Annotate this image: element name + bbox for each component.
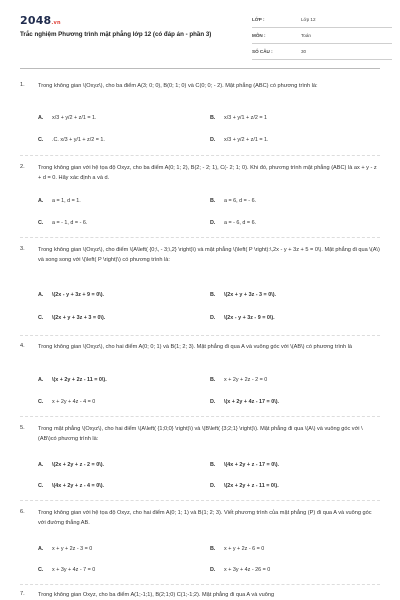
option-text: x + y + 2z - 3 = 0 (52, 546, 93, 552)
logo-text: 2048 (20, 14, 52, 27)
option-text: \(2x + y + 3z + 3 = 0\). (52, 315, 106, 321)
option-a[interactable] (38, 292, 104, 298)
option-text: x + y + 2z - 6 = 0 (224, 546, 265, 552)
info-value: 30 (301, 49, 307, 54)
option-d[interactable] (210, 399, 279, 405)
option-letter: B. (210, 292, 216, 298)
option-letter: D. (210, 399, 216, 405)
option-text: a = - 1, d = - 6. (52, 220, 88, 226)
question-text: Trong không gian với hệ tọa độ Oxyz, cho ba điểm A(0; 1; 2), B(2; - 2; 1), C(- 2; 1; 0). Khi đó, phương trình mặt phẳng (ABC) là ax + y - z + d = 0. Hãy xác định a và d. (38, 165, 377, 181)
question-6 (20, 509, 382, 579)
option-text: \(2x + y + 3z - 3 = 0\). (224, 292, 276, 298)
option-text: \(2x + 2y + z - 11 = 0\). (224, 483, 279, 489)
option-a[interactable] (38, 377, 107, 383)
question-number: 6. (20, 509, 25, 515)
option-b[interactable] (210, 462, 279, 468)
option-letter: C. (38, 567, 44, 573)
option-text: \(4x + 2y + z - 17 = 0\). (224, 462, 279, 468)
option-letter: A. (38, 198, 44, 204)
option-c[interactable] (38, 567, 95, 573)
info-value: Lớp 12 (301, 17, 316, 22)
question-divider (20, 584, 380, 585)
question-7 (20, 591, 382, 600)
option-letter: B. (210, 198, 216, 204)
question-number: 2. (20, 164, 25, 170)
option-b[interactable] (210, 292, 276, 298)
option-c[interactable] (38, 483, 104, 489)
document-title: Trắc nghiệm Phương trình mặt phẳng lớp 12 (có đáp án - phần 3) (20, 31, 212, 38)
question-text: Trong không gian \(Oxyz\), cho ba điểm A(3; 0; 0), B(0; 1; 0) và C(0; 0; - 2). Mặt phẳng (ABC) có phương trình là: (38, 83, 318, 89)
info-label: LỚP : (252, 17, 265, 22)
option-letter: B. (210, 546, 216, 552)
option-letter: B. (210, 462, 216, 468)
question-text: Trong không gian Oxyz, cho ba điểm A(1;-1;1), B(2;1;0) C(1;-1;2). Mặt phẳng đi qua A và vuông (38, 592, 275, 598)
option-text: x + 2y + 4z - 4 = 0 (52, 399, 96, 405)
option-text: x + 3y + 4z - 26 = 0 (224, 567, 271, 573)
question-divider (20, 500, 380, 501)
question-number: 7. (20, 591, 25, 597)
option-b[interactable] (210, 546, 264, 552)
option-d[interactable] (210, 220, 256, 226)
option-letter: A. (38, 462, 44, 468)
option-text: x/3 + y/2 + z/1 = 1. (52, 115, 97, 121)
info-label: SỐ CÂU : (252, 49, 273, 54)
question-1 (20, 82, 382, 152)
option-c[interactable] (38, 315, 105, 321)
question-2 (20, 164, 382, 234)
option-text: \(x + 2y + 2z - 11 = 0\). (52, 377, 107, 383)
question-text: Trong mặt phẳng \(Oxyz\), cho hai điểm \(A\left( {1;0;0} \right)\) và \(B\left( {3;2;1} \right)\). Mặt phẳng đi qua \(A\) và vuông góc với \(AB\)có phương trình là: (38, 426, 363, 442)
info-row-subject (252, 30, 392, 44)
option-a[interactable] (38, 462, 104, 468)
option-text: a = 6, d = - 6. (224, 198, 257, 204)
option-letter: A. (38, 292, 44, 298)
question-divider (20, 237, 380, 238)
option-b[interactable] (210, 377, 267, 383)
option-text: \(2x + 2y + z - 2 = 0\). (52, 462, 104, 468)
question-text: Trong không gian \(Oxyz\), cho điểm \(A\left( {0;\, - 3;\,2} \right)\) và mặt phẳng \(\left( P \right):\,2x - y + 3z + 5 = 0\). Mặt phẳng đi qua \(A\) và song song với \(\left( P \right)\) có phương trình là: (38, 247, 380, 263)
question-text: Trong không gian \(Oxyz\), cho hai điểm A(0; 0; 1) và B(1; 2; 3). Mặt phẳng đi qua A và vuông góc với \(AB\) có phương trình là (38, 344, 353, 350)
option-a[interactable] (38, 115, 97, 121)
question-5 (20, 425, 382, 495)
option-letter: C. (38, 483, 44, 489)
option-d[interactable] (210, 567, 270, 573)
question-number: 3. (20, 246, 25, 252)
option-b[interactable] (210, 115, 267, 121)
option-text: a = - 6, d = 6. (224, 220, 257, 226)
option-letter: D. (210, 137, 216, 143)
info-row-class (252, 14, 392, 28)
option-letter: D. (210, 315, 216, 321)
option-letter: C. (38, 137, 44, 143)
option-c[interactable] (38, 399, 95, 405)
site-logo[interactable] (20, 14, 61, 27)
question-divider (20, 335, 380, 336)
option-text: x/3 + y/1 + z/2 = 1 (224, 115, 268, 121)
option-a[interactable] (38, 546, 92, 552)
question-divider (20, 416, 380, 417)
option-text: \(x + 2y + 4z - 17 = 0\). (224, 399, 279, 405)
option-letter: B. (210, 115, 216, 121)
logo-suffix: .vn (51, 20, 61, 26)
info-row-count (252, 46, 392, 60)
option-text: \(2x - y + 3z - 9 = 0\). (224, 315, 275, 321)
header-divider (20, 68, 380, 69)
info-panel (252, 14, 392, 62)
option-letter: A. (38, 115, 44, 121)
option-text: x + 3y + 4z - 7 = 0 (52, 567, 96, 573)
option-d[interactable] (210, 315, 275, 321)
question-4 (20, 343, 382, 411)
option-a[interactable] (38, 198, 81, 204)
document-header (20, 14, 390, 64)
option-text: .C. x/3 + y/1 + z/2 = 1. (52, 137, 105, 143)
question-number: 5. (20, 425, 25, 431)
option-b[interactable] (210, 198, 256, 204)
option-letter: C. (38, 399, 44, 405)
option-d[interactable] (210, 137, 269, 143)
info-value: Toán (301, 33, 311, 38)
option-d[interactable] (210, 483, 279, 489)
question-number: 4. (20, 343, 25, 349)
option-text: x + 2y + 2z - 2 = 0 (224, 377, 268, 383)
option-text: a = 1, d = 1. (52, 198, 81, 204)
question-divider (20, 155, 380, 156)
option-letter: B. (210, 377, 216, 383)
question-number: 1. (20, 82, 25, 88)
option-letter: D. (210, 567, 216, 573)
question-text: Trong không gian với hệ tọa độ Oxyz, cho hai điểm A(0; 1; 1) và B(1; 2; 3). Viết phương trình của mặt phẳng (P) đi qua A và vuông góc với đường thẳng AB. (38, 510, 372, 526)
option-text: \(4x + 2y + z - 4 = 0\). (52, 483, 104, 489)
option-c[interactable] (38, 137, 105, 143)
option-letter: D. (210, 483, 216, 489)
option-c[interactable] (38, 220, 87, 226)
option-text: x/3 + y/2 + z/1 = 1. (224, 137, 269, 143)
option-letter: C. (38, 220, 44, 226)
option-letter: A. (38, 546, 44, 552)
option-letter: A. (38, 377, 44, 383)
option-text: \(2x - y + 3z + 9 = 0\). (52, 292, 104, 298)
option-letter: D. (210, 220, 216, 226)
option-letter: C. (38, 315, 44, 321)
question-3 (20, 246, 382, 332)
info-label: MÔN : (252, 33, 266, 38)
